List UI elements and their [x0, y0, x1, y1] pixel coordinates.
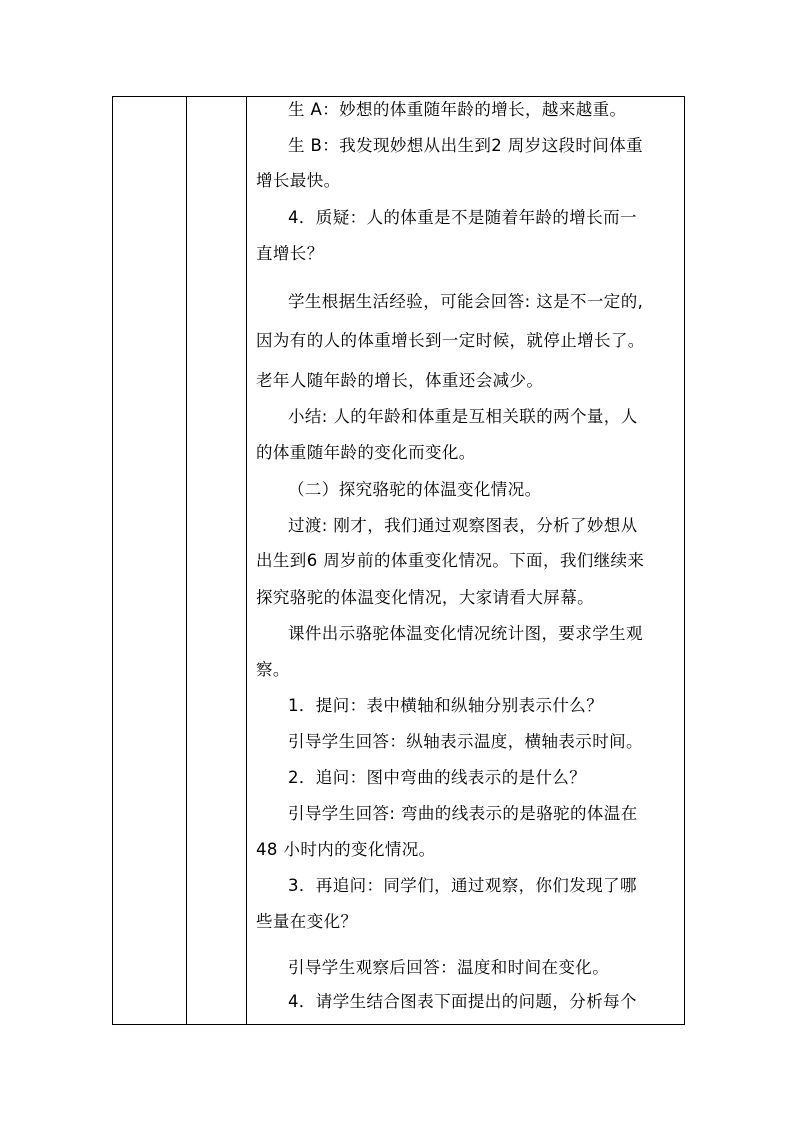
text-line: 2．追问：图中弯曲的线表示的是什么？ [288, 768, 587, 787]
text-line: 直增长？ [256, 244, 324, 263]
text-line: 增长最快。 [256, 171, 341, 190]
text-line: 引导学生回答: 弯曲的线表示的是骆驼的体温在 [288, 804, 638, 823]
text-line: 4．请学生结合图表下面提出的问题，分析每个 [288, 992, 637, 1011]
text-line: 过渡: 刚才，我们通过观察图表，分析了妙想从 [288, 516, 638, 535]
text-line: 因为有的人的体重增长到一定时候，就停止增长了。 [256, 331, 645, 350]
text-line: 3．再追问：同学们，通过观察，你们发现了哪 [288, 876, 637, 895]
text-line: 的体重随年龄的变化而变化。 [256, 443, 476, 462]
text-line: 生 B：我发现妙想从出生到2 周岁这段时间体重 [288, 136, 644, 155]
text-line: 48 小时内的变化情况。 [256, 840, 436, 859]
text-line: 生 A：妙想的体重随年龄的增长，越来越重。 [288, 100, 627, 119]
text-line: 些量在变化？ [256, 912, 358, 931]
text-line: （二）探究骆驼的体温变化情况。 [288, 480, 542, 499]
content-cell [247, 97, 684, 1024]
text-line: 探究骆驼的体温变化情况，大家请看大屏幕。 [256, 588, 594, 607]
text-line: 老年人随年龄的增长，体重还会减少。 [256, 371, 544, 390]
text-line: 学生根据生活经验，可能会回答: 这是不一定的, [288, 292, 644, 311]
text-line: 课件出示骆驼体温变化情况统计图，要求学生观 [288, 624, 643, 643]
text-line: 引导学生回答：纵轴表示温度，横轴表示时间。 [288, 732, 643, 751]
text-line: 察。 [256, 660, 290, 679]
lesson-plan-table [112, 96, 685, 1025]
column-divider-1 [186, 97, 187, 1024]
text-line: 小结: 人的年龄和体重是互相关联的两个量，人 [288, 407, 638, 426]
text-line: 出生到6 周岁前的体重变化情况。下面，我们继续来 [256, 551, 645, 570]
text-line: 引导学生观察后回答：温度和时间在变化。 [288, 958, 610, 977]
text-line: 1．提问：表中横轴和纵轴分别表示什么？ [288, 696, 604, 715]
text-line: 4．质疑：人的体重是不是随着年龄的增长而一 [288, 208, 637, 227]
